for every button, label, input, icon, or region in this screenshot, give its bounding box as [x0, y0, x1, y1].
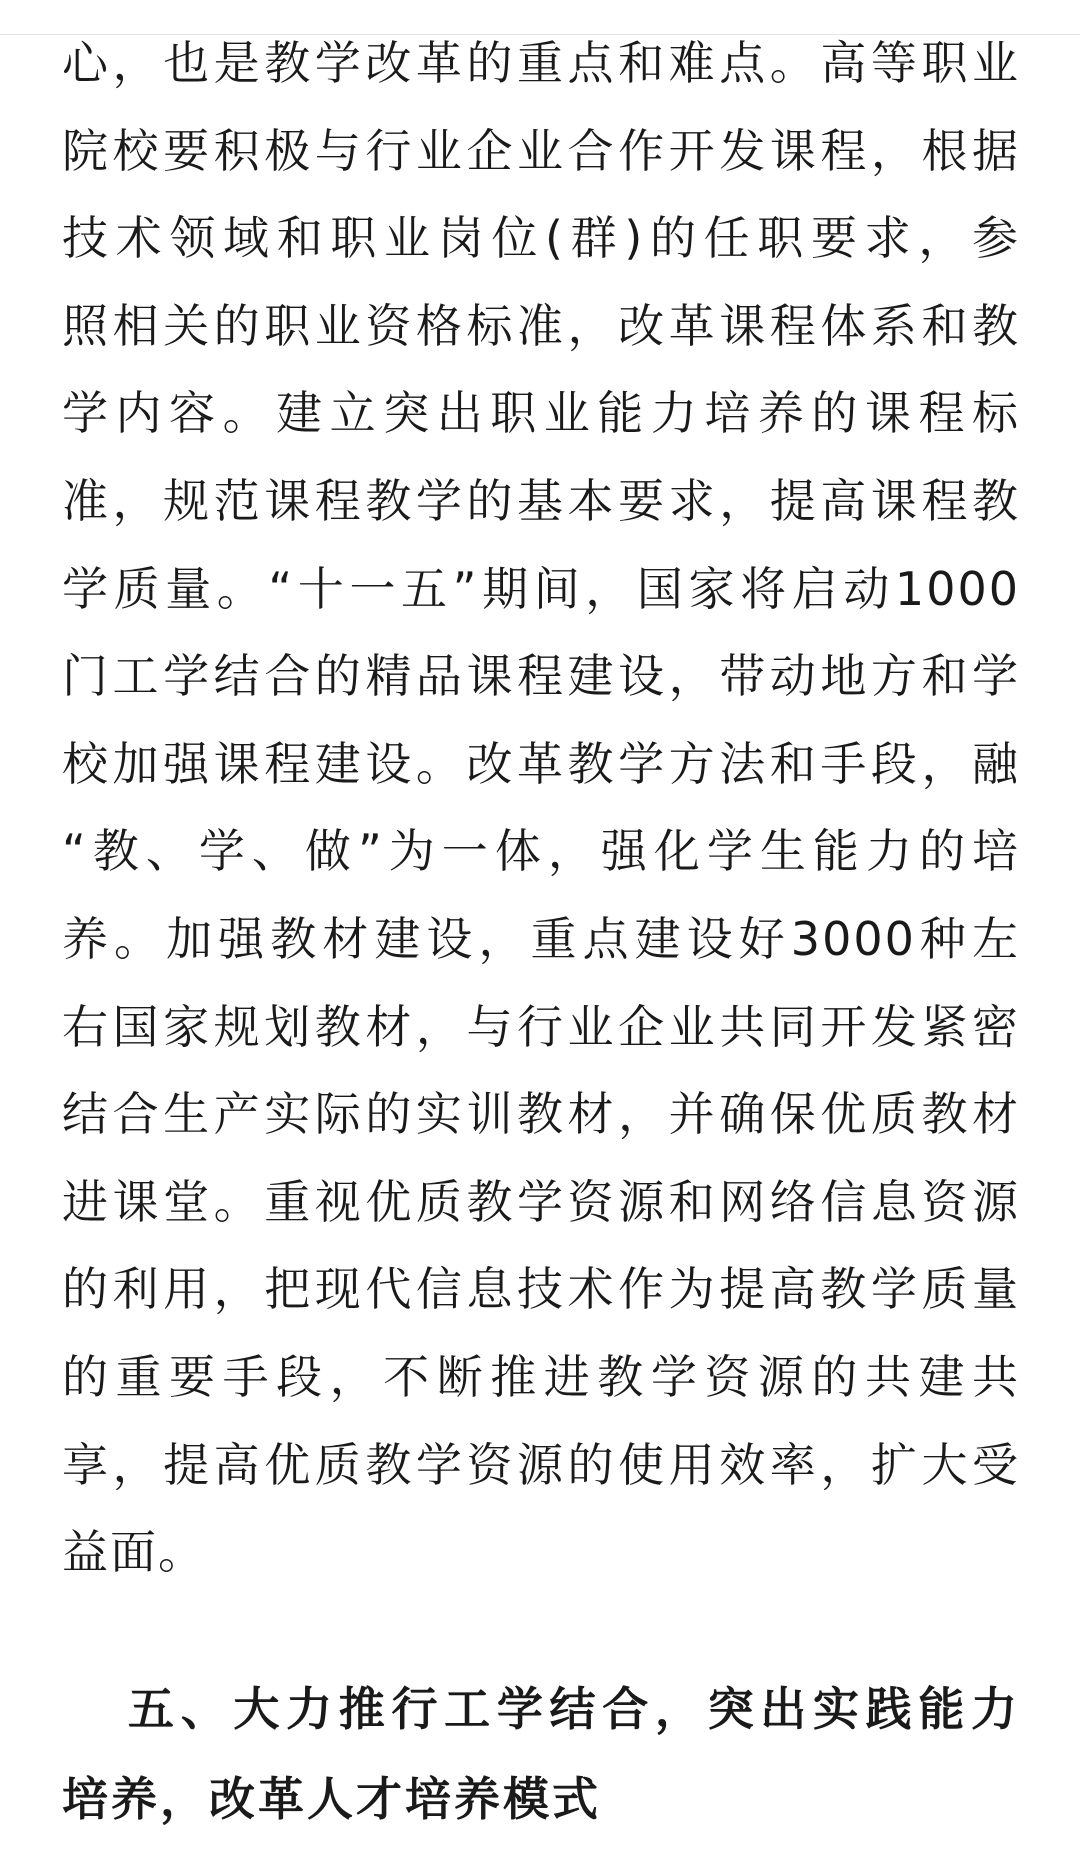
paragraph-line: 院校要积极与行业企业合作开发课程，根据 — [62, 123, 1020, 178]
paragraph-line: 校加强课程建设。改革教学方法和手段，融 — [62, 736, 1020, 791]
paragraph-line: 益面。 — [62, 1525, 206, 1580]
paragraph-line: 结合生产实际的实训教材，并确保优质教材 — [62, 1087, 1020, 1142]
paragraph-line: 学内容。建立突出职业能力培养的课程标 — [62, 386, 1020, 441]
paragraph-line: 技术领域和职业岗位(群)的任职要求，参 — [62, 211, 1020, 266]
paragraph-line: 心，也是教学改革的重点和难点。高等职业 — [62, 36, 1020, 90]
paragraph-line: 享，提高优质教学资源的使用效率，扩大受 — [62, 1437, 1020, 1492]
paragraph-line: 准，规范课程教学的基本要求，提高课程教 — [62, 473, 1020, 528]
paragraph-line: 门工学结合的精品课程建设，带动地方和学 — [62, 649, 1020, 704]
paragraph-line: 照相关的职业资格标准，改革课程体系和教 — [62, 298, 1020, 353]
section-heading — [62, 1664, 1020, 1844]
paragraph-line: 右国家规划教材，与行业企业共同开发紧密 — [62, 999, 1020, 1054]
paragraph-line: 的利用，把现代信息技术作为提高教学质量 — [62, 1262, 1020, 1317]
paragraph-line: “教、学、做”为一体，强化学生能力的培 — [62, 824, 1020, 879]
paragraph-line: 学质量。“十一五”期间，国家将启动1000 — [62, 561, 1020, 616]
heading-line: 五、大力推行工学结合，突出实践能力 — [128, 1682, 1020, 1736]
paragraph-line: 进课堂。重视优质教学资源和网络信息资源 — [62, 1174, 1020, 1229]
paragraph-line: 的重要手段，不断推进教学资源的共建共 — [62, 1349, 1020, 1404]
article-body — [62, 20, 1020, 1597]
heading-line: 培养，改革人才培养模式 — [62, 1772, 601, 1826]
paragraph-line: 养。加强教材建设，重点建设好3000种左 — [62, 911, 1020, 966]
